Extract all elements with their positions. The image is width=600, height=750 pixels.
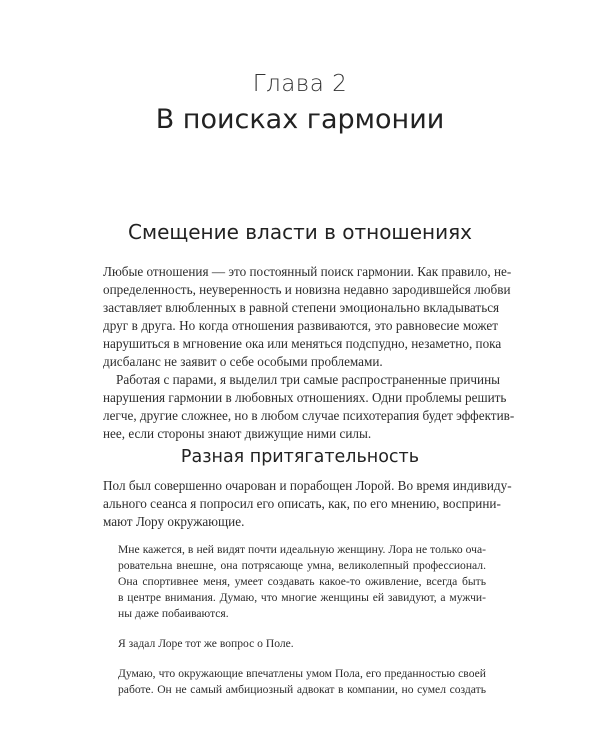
- quote-line: в центре внимания. Думаю, что многие женщины ей завидуют, а мужчи-: [118, 591, 486, 604]
- body-line: нее, если стороны знают движущие ними силы.: [103, 426, 372, 441]
- quote-line: Думаю, что окружающие впечатлены умом Пола, его преданностью своей: [118, 667, 486, 680]
- body-line: Любые отношения — это постоянный поиск гармонии. Как правило, не-: [103, 264, 512, 279]
- body-line: заставляет влюбленных в равной степени эмоционально вкладываться: [103, 300, 500, 315]
- body-line: нарушиться в мгновение ока или меняться подспудно, незаметно, пока: [103, 336, 502, 351]
- body-line: друг в друга. Но когда отношения развиваются, это равновесие может: [103, 318, 498, 333]
- body-line: мают Лору окружающие.: [103, 514, 245, 529]
- quote-line: Она спортивнее меня, умеет создавать какое-то оживление, всегда быть: [118, 575, 486, 588]
- body-line: нарушения гармонии в любовных отношениях. Одни проблемы решить: [103, 390, 507, 405]
- body-line: Пол был совершенно очарован и порабощен Лорой. Во время индивиду-: [103, 478, 512, 493]
- quote-line: ровательна внешне, она потрясающе умна, великолепный профессионал.: [118, 559, 486, 572]
- body-line: Работая с парами, я выделил три самые распространенные причины: [116, 372, 501, 387]
- body-line: легче, другие сложнее, но в любом случае психотерапия будет эффектив-: [103, 408, 515, 423]
- quote-line: Я задал Лоре тот же вопрос о Поле.: [118, 637, 294, 650]
- subsection-heading: Разная притягательность: [180, 447, 420, 467]
- body-line: дисбаланс не заявит о себе особыми проблемами.: [103, 354, 383, 369]
- quote-line: ны даже побаиваются.: [118, 607, 229, 620]
- quote-line: работе. Он не самый амбициозный адвокат в компании, но сумел создать: [118, 683, 486, 696]
- chapter-number: Глава 2: [252, 71, 348, 97]
- quote-line: Мне кажется, в ней видят почти идеальную женщину. Лора не только оча-: [118, 543, 486, 556]
- body-line: ального сеанса я попросил его описать, как, по его мнению, восприни-: [103, 496, 501, 511]
- body-line: определенность, неуверенность и новизна недавно зародившейся любви: [103, 282, 511, 297]
- chapter-title: В поисках гармонии: [155, 104, 445, 135]
- section-heading: Смещение власти в отношениях: [128, 220, 472, 244]
